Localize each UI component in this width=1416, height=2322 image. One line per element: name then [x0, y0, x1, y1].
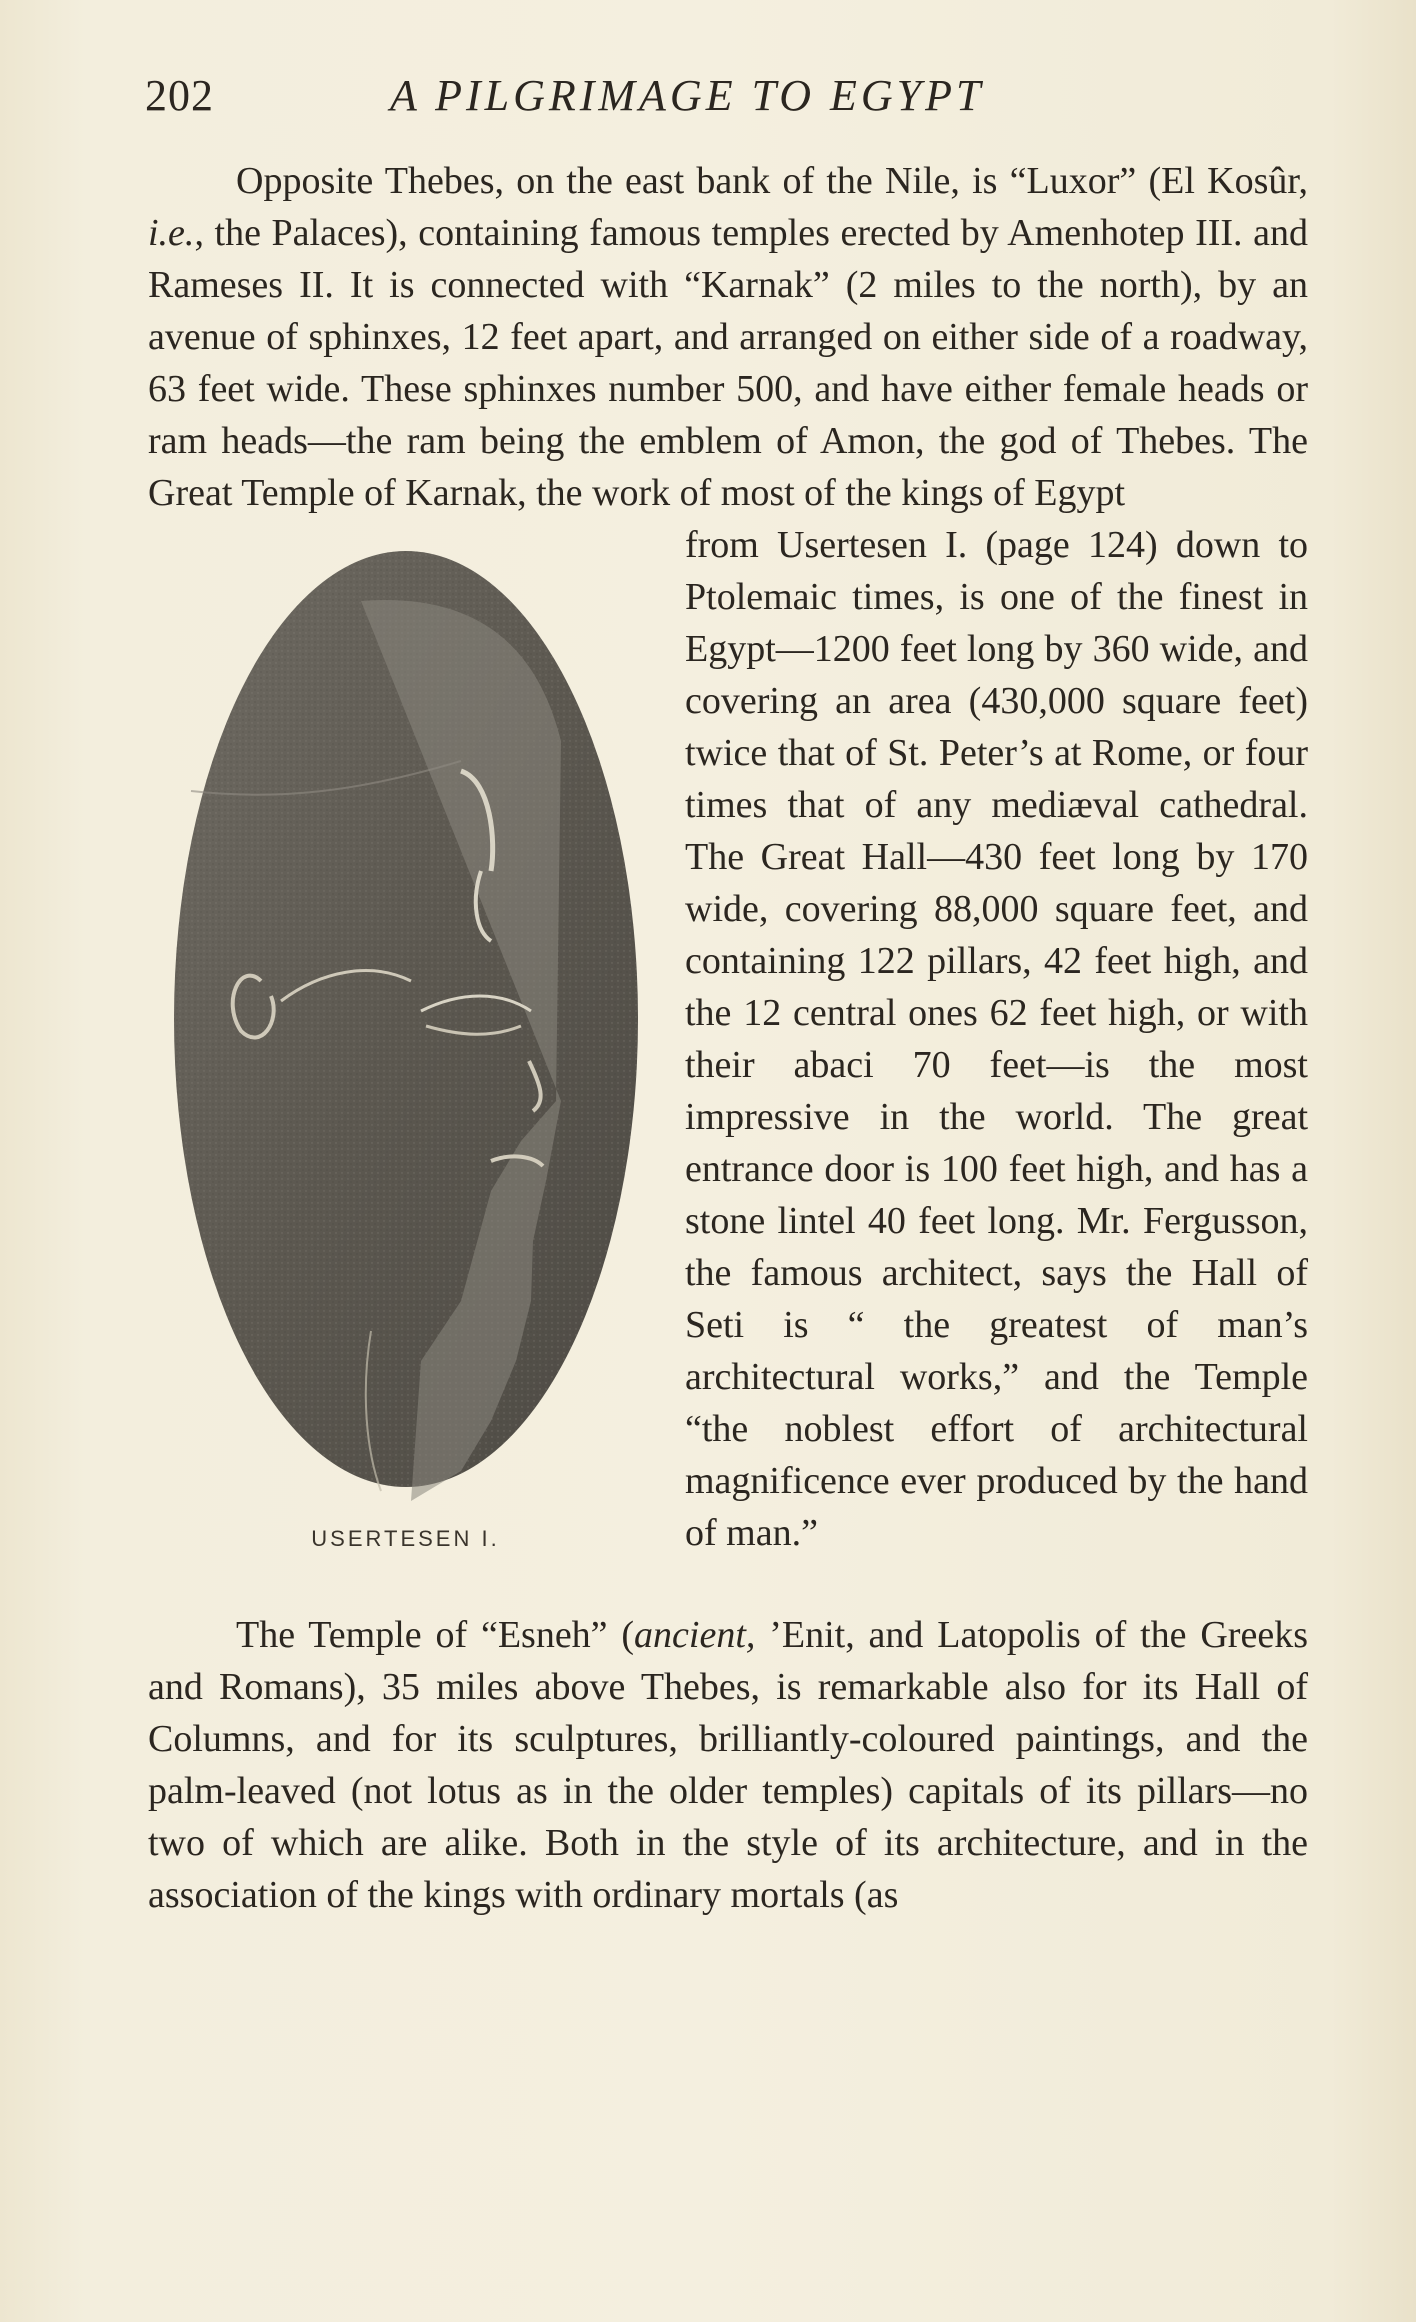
esneh-text-b: ’Enit, and Latopolis of the Greeks and Romans), 35 miles above Thebes, is remarkable also for its Hall of Columns, and for its sculptures, brilliantly-coloured paintings, and the palm-leaved (not lotus as in the older temples) capitals of its pillars—no two of which are alike. Both in the style of its architecture, and in the association of the kings with ordinary mortals (as	[148, 1614, 1308, 1916]
paragraph-luxor-intro	[148, 155, 1308, 519]
esneh-text-a: The Temple of “Esneh” (	[236, 1614, 635, 1656]
figure-caption: USERTESEN I.	[311, 1526, 500, 1551]
body-text	[148, 155, 1308, 1921]
paragraph-karnak-continued: from Usertesen I. (page 124) down to Ptolemaic times, is one of the finest in Egypt—1200 feet long by 360 wide, and covering an area (430,000 square feet) twice that of St. Peter’s at Rome, or four times that of any mediæval cathedral. The Great Hall—430 feet long by 170 wide, covering 88,000 square feet, and containing 122 pillars, 42 feet high, and the 12 central ones 62 feet high, or with their abaci 70 feet—is the most impressive in the world. The great entrance door is 100 feet high, and has a stone lintel 40 feet long. Mr. Fergusson, the famous architect, says the Hall of Seti is “ the greatest of man’s architectural works,” and the Temple “the noblest effort of architectural magnificence ever produced by the hand of man.”	[685, 524, 1308, 1554]
running-title: A PILGRIMAGE TO EGYPT	[390, 71, 985, 120]
usertesen-figure	[148, 541, 663, 1609]
ancient-word: ancient,	[634, 1614, 756, 1656]
ie-abbreviation: i.e.	[148, 212, 195, 254]
paragraph-esneh	[148, 1609, 1308, 1921]
usertesen-portrait-illustration	[161, 541, 651, 1531]
page-number: 202	[145, 71, 214, 120]
luxor-text-a: Opposite Thebes, on the east bank of the Nile, is “Luxor” (El Kosûr,	[236, 160, 1308, 202]
running-head	[145, 70, 1315, 130]
luxor-text-b: , the Palaces), containing famous temples erected by Amenhotep III. and Rameses II. It is connected with “Karnak” (2 miles to the north), by an avenue of sphinxes, 12 feet apart, and arranged on either side of a roadway, 63 feet wide. These sphinxes number 500, and have either female heads or ram heads—the ram being the emblem of Amon, the god of Thebes. The Great Temple of Karnak, the work of most of the kings of Egypt	[148, 212, 1308, 514]
